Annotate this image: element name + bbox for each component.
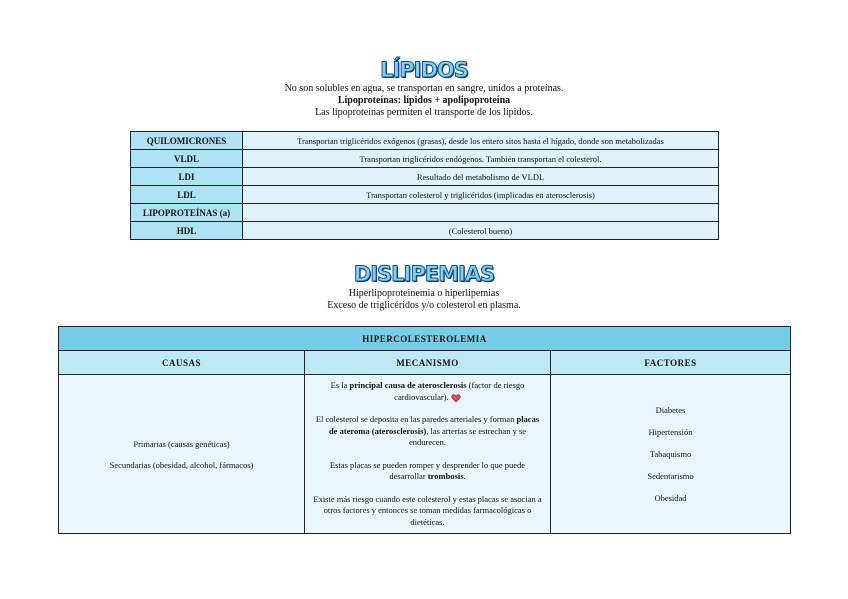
table-row	[131, 168, 719, 186]
mecanismo-cell	[305, 375, 551, 534]
lipidos-line1: No son solubles en agua, se transportan en sangre, unidos a proteínas.	[284, 83, 564, 94]
lipidos-title: LÍPIDOS	[380, 58, 468, 82]
lipoprotein-desc: Resultado del metabolismo de VLDL	[243, 168, 719, 186]
factor-item: Diabetes	[655, 405, 686, 415]
lipoprotein-name: LDL	[131, 186, 243, 204]
dislipemias-line1: Hiperlipoproteinemia o hiperlipemias	[348, 288, 500, 299]
table-row	[131, 204, 719, 222]
lipidos-line3: Las lipoproteínas permiten el transporte de los lípidos.	[315, 107, 533, 118]
factor-item: Obesidad	[654, 493, 687, 503]
hipercolesterolemia-table	[58, 326, 791, 534]
lipoprotein-name: HDL	[131, 222, 243, 240]
table-row	[131, 132, 719, 150]
heart-icon	[451, 393, 461, 403]
factor-item: Hipertensión	[648, 427, 693, 437]
dislipemias-title: DISLIPEMIAS	[353, 262, 495, 286]
mecanismo-p3: Estas placas se pueden romper y desprender lo que puede desarrollar trombosis.	[329, 459, 526, 481]
lipoprotein-name: LDI	[131, 168, 243, 186]
factor-item: Sedentarismo	[647, 471, 694, 481]
factores-cell	[551, 375, 791, 534]
lipoprotein-desc: Transportan triglicéridos endógenos. También transportan el colesterol.	[243, 150, 719, 168]
lipoprotein-name: VLDL	[131, 150, 243, 168]
factor-item: Tabaquismo	[649, 449, 692, 459]
col-causas-header: CAUSAS	[59, 351, 305, 375]
col-mecanismo-header: MECANISMO	[305, 351, 551, 375]
lipoprotein-desc	[243, 204, 719, 222]
table-row	[131, 150, 719, 168]
lipoprotein-desc: Transportan triglicéridos exógenos (grasas), desde los entero sitos hasta el hígado, donde son metabolizadas	[243, 132, 719, 150]
col-factores-header: FACTORES	[551, 351, 791, 375]
causas-cell	[59, 375, 305, 534]
lipoprotein-name: LIPOPROTEÍNAS (a)	[131, 204, 243, 222]
causa-item: Primarias (causas genéticas)	[133, 438, 230, 449]
lipoprotein-desc: (Colesterol bueno)	[243, 222, 719, 240]
table-header: HIPERCOLESTEROLEMIA	[59, 327, 791, 351]
lipoprotein-name: QUILOMICRONES	[131, 132, 243, 150]
mecanismo-p1: Es la principal causa de aterosclerosis (factor de riesgo cardiovascular).	[330, 380, 525, 402]
lipidos-intro	[0, 83, 848, 119]
dislipemias-line2: Exceso de triglicéridos y/o colesterol en plasma.	[327, 300, 521, 311]
table-row	[131, 186, 719, 204]
dislipemias-intro	[0, 288, 848, 312]
causa-item: Secundarias (obesidad, alcohol, fármacos)	[109, 459, 254, 470]
mecanismo-p2: El colesterol se deposita en las paredes arteriales y forman placas de ateroma (aterosclerosis), las arterias se estrechan y se endurecen.	[315, 414, 540, 447]
mecanismo-p4: Existe más riesgo cuando este colesterol y estas placas se asocian a otros factores y entonces se toman medidas farmacológicas o dietéticas.	[313, 493, 542, 527]
lipoproteins-table	[130, 131, 719, 240]
lipoprotein-desc: Transportan colesterol y triglicéridos (implicadas en aterosclerosis)	[243, 186, 719, 204]
table-row	[131, 222, 719, 240]
lipidos-line2: Lipoproteínas: lípidos + apolipoproteína	[337, 95, 511, 106]
